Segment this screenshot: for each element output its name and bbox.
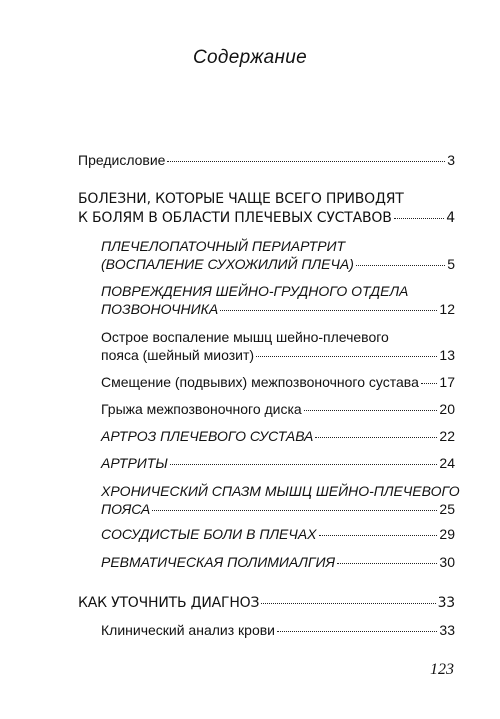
toc-entry-text: Смещение (подвывих) межпозвоночного сустава (101, 374, 419, 390)
toc-entry-text: БОЛЕЗНИ, КОТОРЫЕ ЧАЩЕ ВСЕГО ПРИВОДЯТ (78, 191, 404, 207)
toc-page-number: 33 (439, 622, 455, 638)
toc-page-number: 3 (447, 152, 455, 168)
toc-entry-text: Предисловие (78, 152, 166, 168)
toc-entry-text: АРТРИТЫ (101, 455, 168, 471)
dot-leader (394, 218, 445, 219)
toc-entry-text: Грыжа межпозвоночного диска (101, 401, 302, 417)
toc-entry (101, 525, 455, 543)
toc-entry-text: ПОЗВОНОЧНИКА (101, 301, 219, 317)
toc-entry-text: ПОВРЕЖДЕНИЯ ШЕЙНО-ГРУДНОГО ОТДЕЛА (101, 283, 409, 299)
page-title: Содержание (193, 47, 307, 68)
toc-entry-text: пояса (шейный миозит) (101, 347, 255, 363)
toc-entry-text: СОСУДИСТЫЕ БОЛИ В ПЛЕЧАХ (101, 526, 317, 542)
dot-leader (315, 437, 437, 438)
dot-leader (170, 464, 438, 465)
toc-page-number: 5 (447, 256, 455, 272)
toc-page-number: 12 (439, 301, 455, 317)
dot-leader (421, 383, 438, 384)
toc-entry-text: ПЛЕЧЕЛОПАТОЧНЫЙ ПЕРИАРТРИТ (101, 238, 346, 254)
dot-leader (256, 356, 437, 357)
dot-leader (152, 510, 437, 511)
dot-leader (167, 161, 445, 162)
toc-entry-text: (ВОСПАЛЕНИЕ СУХОЖИЛИЙ ПЛЕЧА) (101, 256, 354, 272)
dot-leader (337, 563, 437, 564)
dot-leader (304, 410, 438, 411)
dot-leader (261, 603, 435, 604)
toc-entry (101, 427, 455, 445)
toc-page-number: 30 (439, 554, 455, 570)
toc-entry-text: ПОЯСА (101, 501, 151, 517)
toc-page-number: 22 (439, 428, 455, 444)
toc-entry-text: Клинический анализ крови (101, 622, 275, 638)
toc-page-number: 20 (439, 401, 455, 417)
dot-leader (356, 265, 445, 266)
toc-entry (101, 282, 455, 318)
toc-page-number: 13 (439, 347, 455, 363)
toc-page-number: 25 (439, 501, 455, 517)
toc-entry (101, 482, 460, 518)
toc-entry-text: РЕВМАТИЧЕСКАЯ ПОЛИМИАЛГИЯ (101, 554, 336, 570)
toc-entry (101, 373, 455, 391)
toc-entry (101, 553, 455, 571)
toc-entry (101, 621, 455, 639)
toc-page-number: 33 (437, 595, 455, 611)
toc-entry (101, 454, 455, 472)
toc-entry (101, 400, 455, 418)
toc-entry-text: К БОЛЯМ В ОБЛАСТИ ПЛЕЧЕВЫХ СУСТАВОВ (78, 210, 392, 226)
toc-entry-text: КАК УТОЧНИТЬ ДИАГНОЗ (78, 595, 260, 611)
dot-leader (220, 310, 437, 311)
toc-entry-text: Острое воспаление мышц шейно-плечевого (101, 329, 389, 345)
toc-page-number: 24 (439, 455, 455, 471)
dot-leader (319, 535, 438, 536)
toc-section-entry (78, 190, 455, 228)
toc-entry (78, 151, 455, 169)
toc-page-number: 17 (439, 374, 455, 390)
toc-page-number: 29 (439, 526, 455, 542)
toc-entry (101, 237, 455, 273)
dot-leader (277, 631, 437, 632)
page-number: 123 (430, 661, 454, 678)
toc-section-entry (78, 594, 455, 613)
toc-entry-text: АРТРОЗ ПЛЕЧЕВОГО СУСТАВА (101, 428, 314, 444)
toc-entry-text: ХРОНИЧЕСКИЙ СПАЗМ МЫШЦ ШЕЙНО-ПЛЕЧЕВОГО (101, 483, 460, 499)
toc-entry (101, 328, 455, 364)
toc-page-number: 4 (446, 210, 455, 226)
